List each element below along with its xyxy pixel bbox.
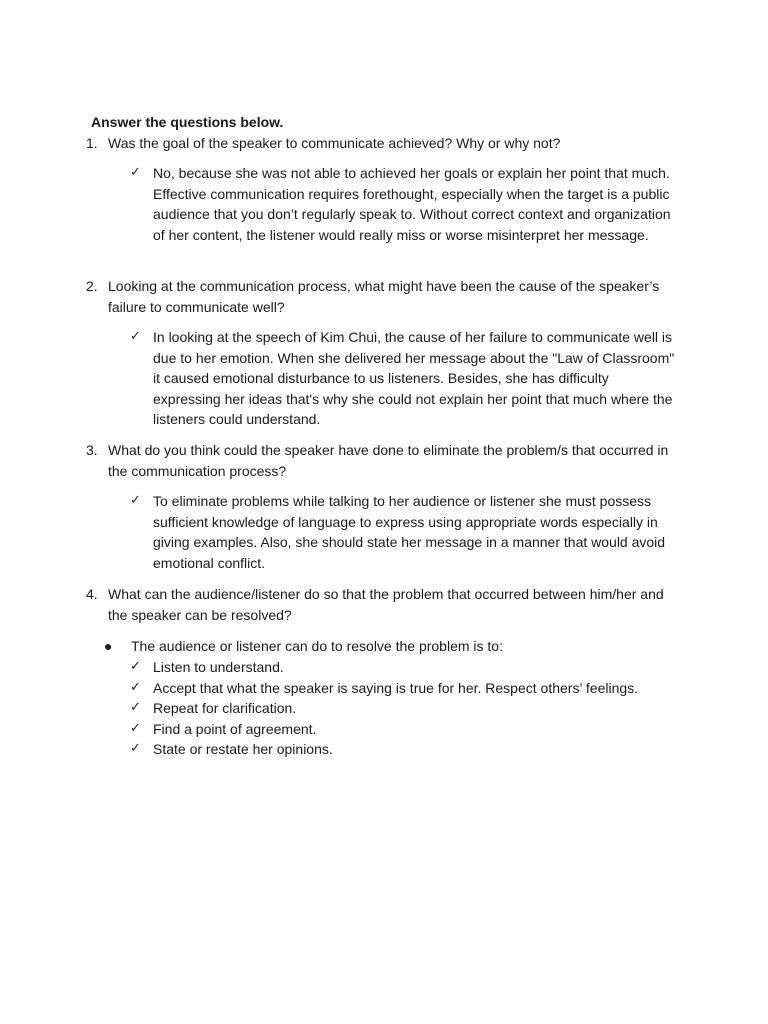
answer-4-bullet [104, 636, 684, 657]
question-text: What do you think could the speaker have done to eliminate the problem/s that occurred in the communication process? [108, 442, 669, 479]
list-item [130, 698, 690, 719]
question-text: Was the goal of the speaker to communicate achieved? Why or why not? [108, 135, 561, 151]
question-2 [86, 276, 686, 317]
list-item-text: Listen to understand. [153, 659, 284, 675]
list-item [130, 739, 690, 760]
page-heading: Answer the questions below. [91, 114, 284, 130]
checkmark-icon: ✓ [130, 165, 141, 180]
question-number: 3. [86, 442, 98, 458]
answer-text: In looking at the speech of Kim Chui, the cause of her failure to communicate well is due to her emotion. When she delivered her message about the "Law of Classroom" it caused emotional disturbance to us listeners. Besides, she has difficulty expressing her ideas that's why she could not explain her point that much where the listeners could understand. [153, 329, 675, 428]
answer-3 [130, 491, 680, 573]
bullet-dot-icon: ● [104, 638, 113, 654]
list-item [130, 719, 690, 740]
checkmark-icon: ✓ [130, 720, 141, 736]
question-4 [86, 584, 686, 625]
checkmark-icon: ✓ [130, 329, 141, 344]
question-number: 2. [86, 278, 98, 294]
bullet-text: The audience or listener can do to resolve the problem is to: [131, 638, 503, 654]
question-text: What can the audience/listener do so that the problem that occurred between him/her and the speaker can be resolved? [108, 586, 664, 623]
answer-1 [130, 163, 680, 245]
question-number: 1. [86, 135, 98, 151]
checkmark-icon: ✓ [130, 679, 141, 695]
list-item-text: Repeat for clarification. [153, 700, 297, 717]
list-item-text: Find a point of agreement. [153, 720, 317, 737]
checkmark-icon: ✓ [130, 493, 141, 508]
question-text: Looking at the communication process, what might have been the cause of the speaker’s failure to communicate well? [108, 278, 660, 315]
checkmark-icon: ✓ [130, 741, 141, 757]
question-number: 4. [86, 586, 98, 602]
answer-2 [130, 327, 680, 430]
list-item [130, 678, 690, 699]
list-item-text: State or restate her opinions. [153, 741, 333, 758]
list-item [130, 657, 690, 678]
answer-text: No, because she was not able to achieved her goals or explain her point that much. Effective communication requires forethought, especially when the target is a public audience that you don’t regularly speak to. Without correct context and organization of her content, the listener would really miss or worse misinterpret her message. [153, 165, 671, 243]
checkmark-icon: ✓ [130, 659, 141, 674]
list-item-text: Accept that what the speaker is saying is true for her. Respect others’ feelings. [153, 679, 639, 696]
checkmark-icon: ✓ [130, 700, 141, 716]
answer-text: To eliminate problems while talking to her audience or listener she must possess sufficient knowledge of language to express using appropriate words especially in giving examples. Also, she should state her message in a manner that would avoid emotional conflict. [153, 493, 666, 571]
question-1 [86, 133, 686, 154]
question-3 [86, 440, 686, 481]
answer-4-checklist [130, 657, 690, 760]
